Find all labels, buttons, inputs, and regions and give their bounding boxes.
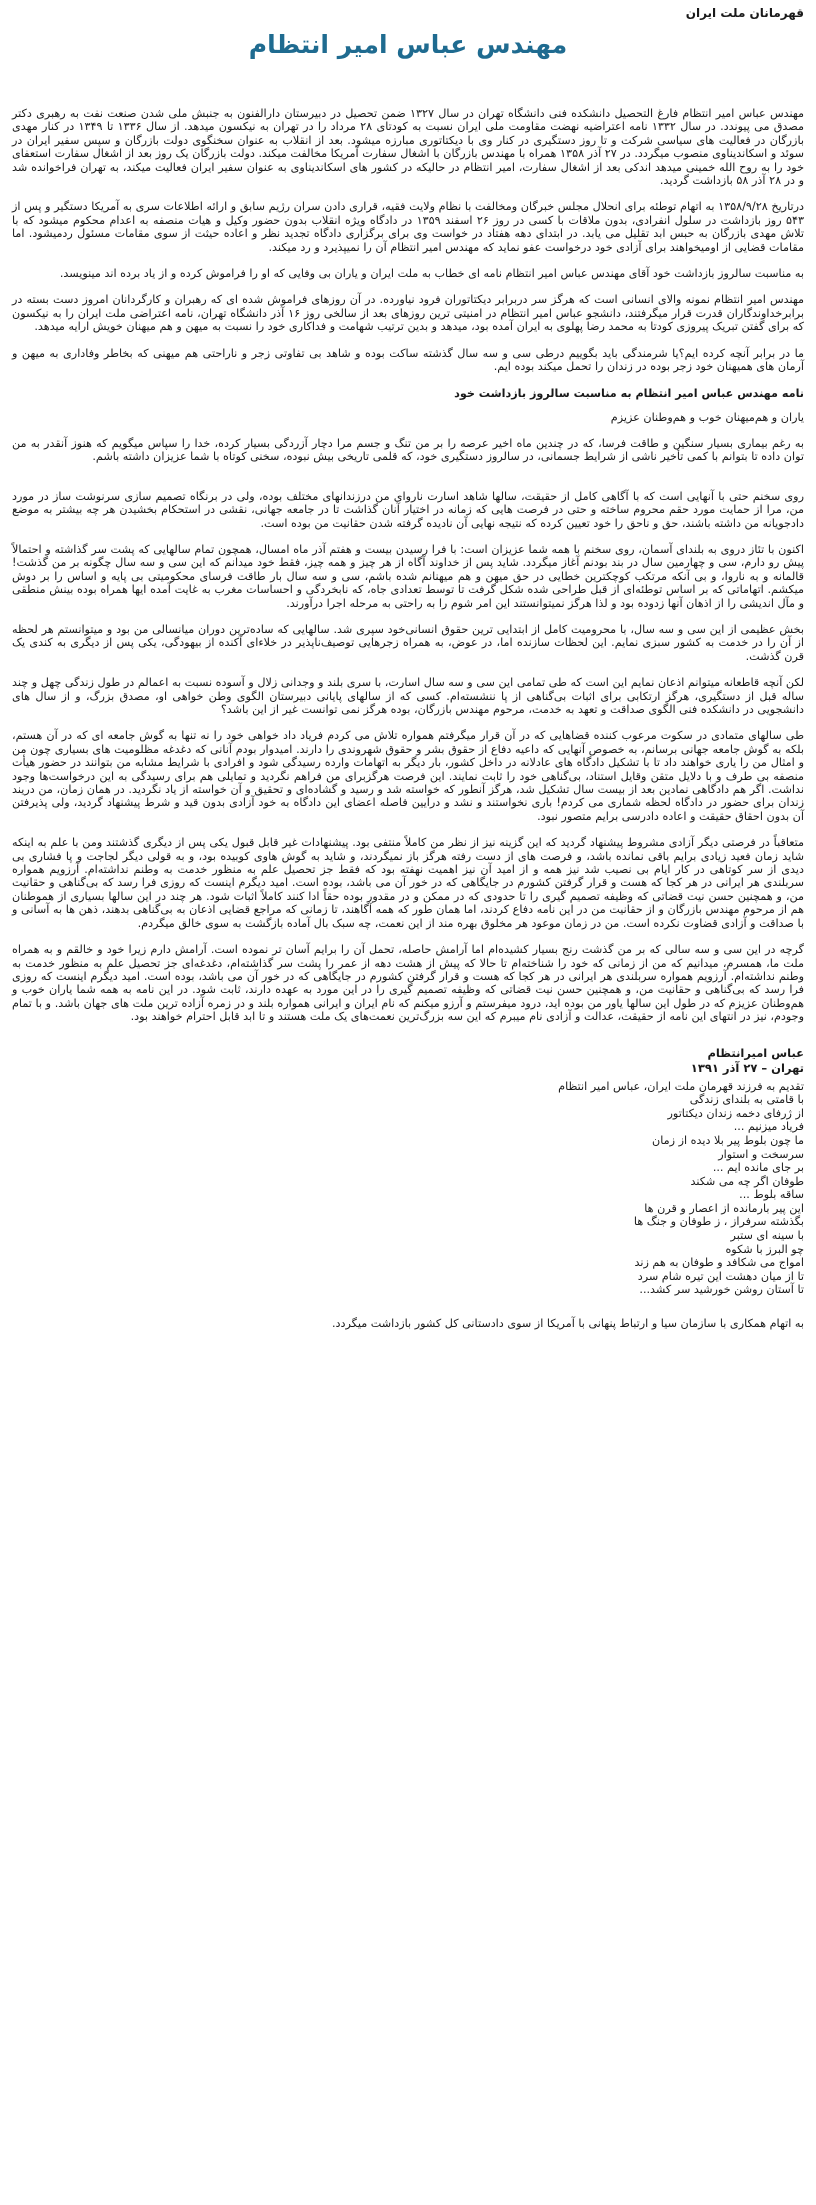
closing-line: به اتهام همکاری با سازمان سیا و ارتباط پنهانی با آمریکا از سوی دادستانی کل کشور بازداشت میگردد. bbox=[331, 1317, 804, 1331]
signature-date: تهران – ۲۷ آذر ۱۳۹۱ bbox=[690, 1060, 804, 1075]
poem-line: بگذشته سرفراز ، ز طوفان و جنگ ها bbox=[633, 1215, 804, 1229]
intro-paragraph-4: مهندس امیر انتظام نمونه والای انسانی است که هرگز سر دربرابر دیکتاتوران فرود نیاورده. در آن روزهای فراموش شده ای که رهبران و کارگردانان امروز دست بسته در برابرخداوندگاران قدرت قرار میگرفتند، دانشجو عباس امیر انتظام در امنیتی ترین روزهای بعد از سالخی روز ۱۶ آذر دانشگاه تهران، نامه اعتراضی ملت ایران را به نیکسون که برای گفتن تبریک پیروزی کودتا به محمد رضا پهلوی به ایران آمده بود، میدهد و بدین ترتیب شهامت و فداکاری خود را نسبت به میهن و هم میهنان خویش ارایه میدهد. bbox=[12, 293, 805, 334]
letter-paragraph-3: اکنون با تئاز دروی به بلندای آسمان، روی سخنم با همه شما عزیزان است: با فرا رسیدن بیست و هفتم آذر ماه امسال، همچون تمام سالهایی که پشت سر گذاشته و احتمالاً پیش رو دارم، سی و چهارمین سال در بند بودنم آغاز میگردد. شاید پس از خداوند آگاه از هر چیز و همه چیز، فقط خود میدانم که این سی و سه سال چگونه بر من گذشت! قالمانه و به ناروا، و بی آنکه مرتکب کوچکترین خطایی در حق میهن و هم میهنانم شده باشم، سی و سه سال بار طاقت فرسای محکومیتی بی پایه و اساس را بر دوش میکشم. اتهاماتی که بر اساس توطئه‌ای از قبل طراحی شده شکل گرفت تا توسط تعدادی جاه، که نابخردگی و احساسات مغرب به غایت آمده ایها همراه بوده بینش منطقی و مآل اندیشی را از اذهان آنها زدوده بود و لذا هرگز نمیتوانستند این امر شوم را به راحتی به مرحله اجرا درآورند. bbox=[12, 542, 804, 610]
signature-name: عباس امیرانتظام bbox=[707, 1045, 804, 1060]
letter-paragraph-5: لکن آنچه قاطعانه میتوانم اذعان نمایم این است که طی تمامی این سی و سه سال اسارت، با سری بلند و وجدانی زلال و آسوده نسبت به اعمالم در طول زندگی چهل و چند ساله قبل از دستگیری، هرگز ارتکابی برای اثبات بی‌گناهی از پا ننشسته‌ام. کسی که از سالهای پایانی دبیرستان الگوی وطن خواهی او، مصدق بزرگ، و از سال های دانشجویی در دانشکده فنی الگوی صداقت و تعهد به خدمت، مرحوم مهندس بازرگان، بوده هرگز نمی توانست غیر از این باشد؟ bbox=[12, 676, 804, 716]
intro-paragraph-3: به مناسبت سالروز بازداشت خود آقای مهندس عباس امیر انتظام نامه ای خطاب به ملت ایران و یاران بی وفایی که او را فراموش کرده و از یاد برده اند مینویسد. bbox=[59, 267, 804, 281]
letter-paragraph-1: به رغم بیماری بسیار سنگین و طاقت فرسا، که در چندین ماه اخیر عرصه را بر من تنگ و جسم مرا دچار آزردگی بسیار کرده، خدا را سپاس میگویم که هنوز آنقدر به من توان داده تا بتوانم با کمی تأخیر ناشی از شرایط جسمانی، در سالروز دستگیری خود، که قلمی تاریخی بیش نبوده، سخنی کوتاه با شما عزیزان داشته باشم. bbox=[12, 436, 804, 464]
article-title: مهندس عباس امیر انتظام bbox=[248, 30, 568, 59]
letter-greeting: یاران و هم‌میهنان خوب و هم‌وطنان عزیزم bbox=[610, 410, 804, 424]
intro-paragraph-1: مهندس عباس امیر انتظام فارغ التحصیل دانشکده فنی دانشگاه تهران در سال ۱۳۲۷ ضمن تحصیل در دبیرستان دارالفنون به جنبش ملی شدن صنعت نفت به رهبری دکتر مصدق می پیوندد. در سال ۱۳۳۲ نامه اعتراضیه نهضت مقاومت ملی ایران نسبت به کودتای ۲۸ مرداد را در تهران به نیکسون میدهد. از سال ۱۳۳۶ تا ۱۳۴۹ در کنار مهدی بازرگان در فعالیت های سیاسی شرکت و تا روز دستگیری در کنار وی با دیکتاتوری مبارزه میشود. بعد از انقلاب به عنوان سخنگوی دولت بازرگان و سپس سفیر ایران در سوئد و اسکاندیناوی منصوب میگردد. در ۲۷ آذر ۱۳۵۸ همراه با مهندس بازرگان با اشغال سفارت آمریکا مخالفت میکند. دولت بازرگان یک روز بعد از اشغال سفارت استعفای خود را به روح الله خمینی میدهد اندکی بعد از اشغال سفارت، امیر انتظام در حالیکه در کشور های اسکاندیناوی به عنوان سفیر ایران فعالیت میکند، به تهران فراخوانده شد و در ۲۸ آذر ۵۸ بازداشت گردید. bbox=[12, 107, 804, 188]
poem-line: با قامتی به بلندای زندگی bbox=[689, 1093, 804, 1107]
letter-paragraph-6: طی سالهای متمادی در سکوت مرعوب کننده قضاهایی که در آن قرار میگرفتم همواره تلاش می کردم فریاد داد خواهی خود را نه تنها به گوش جامعه ای که در آن هستم، بلکه به گوش جامعه جهانی برسانم، به خصوص آنهایی که داعیه دفاع از حقوق بشر و حقوق شهروندی را دارند. امیدوار بودم آنانی که دغدغه مظلومیت های بسیاری چون من و امثال من را یاری خواهند داد تا با تشکیل دادگاه های عادلانه در داخل کشور، بار دیگر به اتهامات وارده رسیدگی شود و افرادی با شرایط مشابه من بتوانند در حضور هیأت منصفه بی طرف و با دلایل متقن وقایل استناد، بی‌گناهی خود را ثابت نمایند. این فرصت هرگزبرای من فراهم نگردید و تمایلی هم برای رسیدگی به این درخواست‌ها وجود نداشت. اگر هم دادگاهی نمادین بعد از بیست سال تشکیل شد، هرگز آنطور که خواسته شد و رسید و گشاده‌ای و تحقیق و آن خواسته از یاد نگردید. در همان زمان، من دریند زندان برای حضور در دادگاه لحظه شماری می کردم! باری نخواستند و نشد و درایین فاصله اعضای این دادگاه به خود آزادی بدون قید و شرط پیشنهاد گردید، ولی پذیرفتن آن بدون احقاق حقیقت و اعاده دادرسی برایم متصور نبود. bbox=[12, 729, 804, 823]
poem-line: امواج می شکافد و طوفان به هم زند bbox=[634, 1256, 804, 1270]
poem-line: طوفان اگر چه می شکند bbox=[690, 1174, 804, 1188]
letter-paragraph-2: روی سخنم حتی با آنهایی است که با آگاهی کامل از حقیقت، سالها شاهد اسارت ناروای من درزندانهای مختلف بوده، ولی در برنگاه تصمیم سازی سرنوشت ساز در مورد من، مرا از حمایت مورد حقم محروم ساخته و حتی در فرصت هایی که زمانه در اختیار آنان گذاشت تا در جامعه جهانی، نقشی در استحکام بخشیدن هر چه بیشتر به موضع دادجویانه من داشته باشند، حق و ناحق را خود تعیین کرده که نتیجه نهایی آن نادیده گرفته شدن حقانیت من بوده است. bbox=[12, 489, 804, 530]
poem-line: با سینه ای ستبر bbox=[730, 1229, 804, 1243]
site-title: قهرمانان ملت ایران bbox=[685, 6, 804, 20]
intro-paragraph-2: درتاریخ ۱۳۵۸/۹/۲۸ به اتهام توطئه برای انحلال مجلس خبرگان ومخالفت با نظام ولایت فقیه، قراری دادن سران رژیم سابق و ارائه اطلاعات سری به آمریکا دستگیر و پس از ۵۴۳ روز بازداشت در سلول انفرادی، بدون ملاقات با کسی در روز ۲۶ اسفند ۱۳۵۹ در دادگاه ویژه انقلاب بدون حضور وکیل و هیات منصفه به اعدام محکوم میشود که با تلاش مهدی بازرگان به حبس ابد تقلیل می یابد. در ابتدای دهه هفتاد در خواست وی برای برگزاری دادگاه تجدید نظر و اعاده حیثت از سوی مقامات مسئول ردمیشود. اما مقامات قضایی از اومیخواهند برای آزادی خود درخواست عفو نماید که مهندس امیر انتظام آن را نمیپذیرد و رد میکند. bbox=[12, 200, 804, 254]
intro-paragraph-5: ما در برابر آنچه کرده ایم؟یا شرمندگی باید بگوییم درطی سی و سه سال گذشته ساکت بوده و شاهد بی تفاوتی زجر و ناراحتی هم میهنی که بخاطر وفاداری به میهن و آرمان های همیهنان خود زجر بوده در زندان را تحمل میکند بوده ایم. bbox=[12, 346, 804, 374]
poem-line: تا از میان دهشت این تیره شام سرد bbox=[637, 1269, 804, 1283]
poem-line: بر جای مانده ایم ... bbox=[712, 1161, 804, 1175]
letter-paragraph-4: بخش عظیمی از این سی و سه سال، با محرومیت کامل از ابتدایی ترین حقوق انسانی‌خود سپری شد. سالهایی که ساده‌ترین دوران میانسالی من بود و میتوانستم هر لحظه از آن را در خدمت به کشور سبزی نمایم. این لحظات سازنده اما، در عوض، به همراه زجرهایی توصیف‌ناپذیر در خلاءای آکنده از بیهودگی، یکی پس از دیگری به کندی یک قرن گذشت. bbox=[12, 622, 804, 663]
signature-block bbox=[12, 1046, 804, 1076]
poem-line: چو البرز با شکوه bbox=[725, 1242, 804, 1256]
letter-heading: نامه مهندس عباس امیر انتظام به مناسبت سالروز بازداشت خود bbox=[454, 386, 804, 400]
letter-paragraph-8: گرچه در این سی و سه سالی که بر من گذشت رنج بسیار کشیده‌ام اما آرامش حاصله، تحمل آن را برایم آسان تر نموده است. آرامش دارم زیرا خود و خالقم و به همراه ملت ما، همسرم، میدانیم که من از زمانی که خود را شناخته‌ام تا حالا که پیش از هشت دهه از عمر را پشت سر گذاشته‌ام، دغدغه‌ای جز تحصیل علم به منظور خدمت به وطنم نداشته‌ام. آرزویم همواره سربلندی هر ایرانی در هر کجا که هست و قرار گرفتن کشورم در جایگاهی که در خور آن می باشد، بوده است. امید دیگرم اینست که روزی فرا رسد که بی‌گناهی و حقانیت من، و همچنین حسن نیت قضاتی که وظیفه تصمیم گیری را در این مورد به عهده دارند، ثابت شود. در این نامه به همه شما یاران خوب و هم‌وطنان عزیزم که در طول این سالها یاور من بوده اید، درود میفرستم و آرزو میکنم که نام ایران و ایرانی همواره بلند و در زمره آزاده ترین ملت های جهان باشد. و با تمام وجودم، نیز در انتهای این نامه از حقیقت، عدالت و آزادی نام میبرم که این سه بزرگ‌ترین نعمت‌های یک ملت هستند و تا ابد قابل احترام خواهند بود. bbox=[12, 943, 804, 1024]
poem-line: ساقه بلوط ... bbox=[739, 1188, 804, 1202]
poem-line: سرسخت و استوار bbox=[718, 1147, 804, 1161]
poem-line: از ژرفای دخمه زندان دیکتاتور bbox=[667, 1106, 804, 1120]
poem-line: تا آستان روشن خورشید سر کشد... bbox=[639, 1283, 804, 1297]
poem-line: این پیر بارمانده از اعصار و قرن ها bbox=[644, 1201, 804, 1215]
poem-line: فریاد میزنیم ... bbox=[733, 1120, 804, 1134]
dedication-intro: تقدیم به فرزند قهرمان ملت ایران، عباس امیر انتظام bbox=[558, 1079, 804, 1093]
letter-paragraph-7: متعاقباً در فرصتی دیگر آزادی مشروط پیشنهاد گردید که این گزینه نیز از نظر من کاملاً منتفی بود. پیشنهادات غیر قابل قبول یکی پس از دیگری گذشتند ومن با علم به اینکه شاید زمان فعید زیادی برایم باقی نمانده باشد، و فرصت های از دست رفته هرگز باز نمیگردند، و شاید به گوش هاوی کوبیده بود، و به قولی دیگر لجاجت و پا فشاری بی دیدی از سر کوتاهی در کار ایام بی نصیب شد نیز همه و از امید آن نیز اهمیت نهفته بود که فقط جز تحصیل علم به منظور خدمت به وطنم نداشته‌ام. آرزویم همواره سربلندی هر ایرانی در هر کجا که هست و قرار گرفتن کشورم در جایگاهی که در خور آن می باشد، بوده است. امید دیگرم اینست که روزی فرا رسد که بی‌گناهی و حقانیت من، و همچنین حسن نیت قضاتی که وظیفه تصمیم گیری را تا حدودی که در ممکن و در مقدور بوده حقاً ادا کنند کاملاً اثبات شود. هر چند در این سالها بسیاری از هموطنان هم از مرحوم مهندس بازرگان و از حقانیت من در این نامه دفاع کردند، اما همان طور که همه آگاهند، تا زمانی که مراجع قضایی اذعان به بی‌گناهی بدهند، ذهن ها به آسانی و با صداقت و آزادی قضاوت نکرده است. من در زمان موعود هر مخلوق بهره مند از این نعمت، چه سبک بال آماده بازگشت به سوی خالق میگردم. bbox=[12, 836, 804, 930]
poem-line: ما چون بلوط پیر بلا دیده از زمان bbox=[652, 1133, 804, 1147]
dedication-poem bbox=[12, 1080, 804, 1298]
